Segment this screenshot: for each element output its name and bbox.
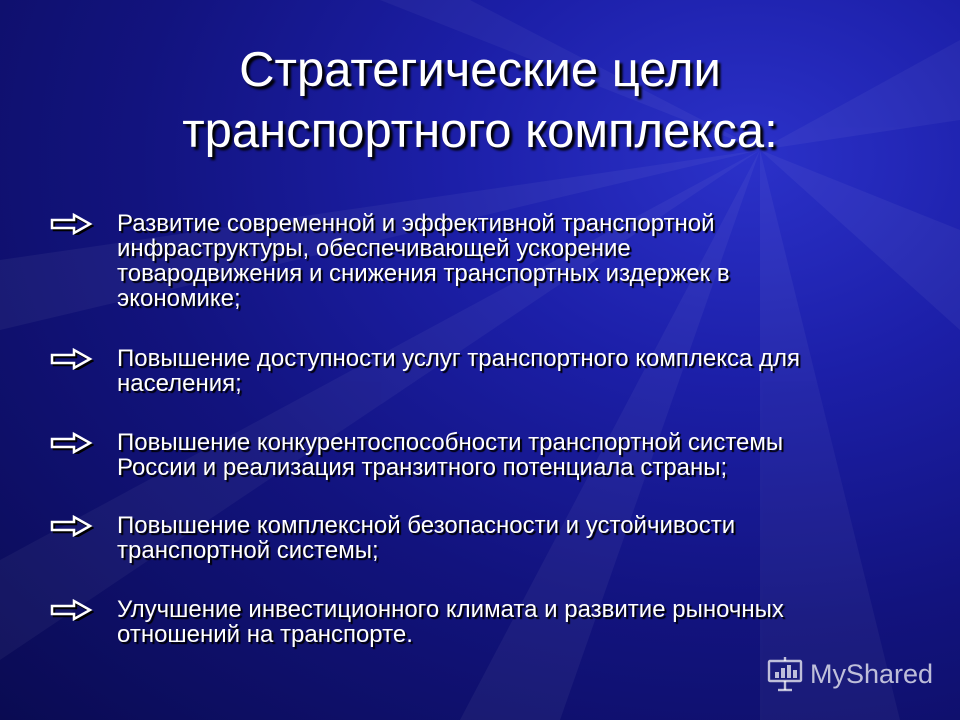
watermark-text: MyShared: [810, 658, 934, 689]
slide-title-line-2: транспортного комплекса:: [182, 104, 778, 158]
goal-item-safety: [50, 513, 890, 563]
goal-text-line: Повышение комплексной безопасности и устойчивости: [117, 512, 736, 539]
arrow-right-outline-icon: [50, 348, 94, 370]
arrow-right-outline-icon: [50, 213, 94, 235]
goal-text-line: инфраструктуры, обеспечивающей ускорение: [117, 235, 631, 262]
goal-text-line: экономике;: [117, 285, 241, 312]
arrow-right-outline-icon: [50, 432, 94, 454]
goal-text: [117, 211, 890, 311]
goal-text: [117, 513, 890, 563]
goal-text-line: транспортной системы;: [117, 537, 379, 564]
slide-title-line-1: Стратегические цели: [239, 43, 721, 97]
goal-item-accessibility: [50, 346, 890, 396]
goal-text-line: Повышение доступности услуг транспортного комплекса для: [117, 345, 801, 372]
goal-text-line: Улучшение инвестиционного климата и развитие рыночных: [117, 596, 784, 623]
myshared-watermark: [766, 654, 933, 694]
goal-text: [117, 430, 890, 480]
presentation-board-icon: [766, 655, 804, 693]
goal-text-line: отношений на транспорте.: [117, 621, 413, 648]
goal-text-line: России и реализация транзитного потенциала страны;: [117, 454, 728, 481]
goal-text-line: товародвижения и снижения транспортных издержек в: [117, 260, 730, 287]
goal-text-line: Развитие современной и эффективной транспортной: [117, 210, 715, 237]
goal-text-line: населения;: [117, 370, 242, 397]
goal-text-line: Повышение конкурентоспособности транспортной системы: [117, 429, 784, 456]
goal-text: [117, 597, 890, 647]
arrow-right-outline-icon: [50, 515, 94, 537]
goal-item-competitiveness: [50, 430, 890, 480]
goal-item-investment: [50, 597, 890, 647]
goal-text: [117, 346, 890, 396]
arrow-right-outline-icon: [50, 599, 94, 621]
goal-item-infrastructure: [50, 211, 890, 311]
